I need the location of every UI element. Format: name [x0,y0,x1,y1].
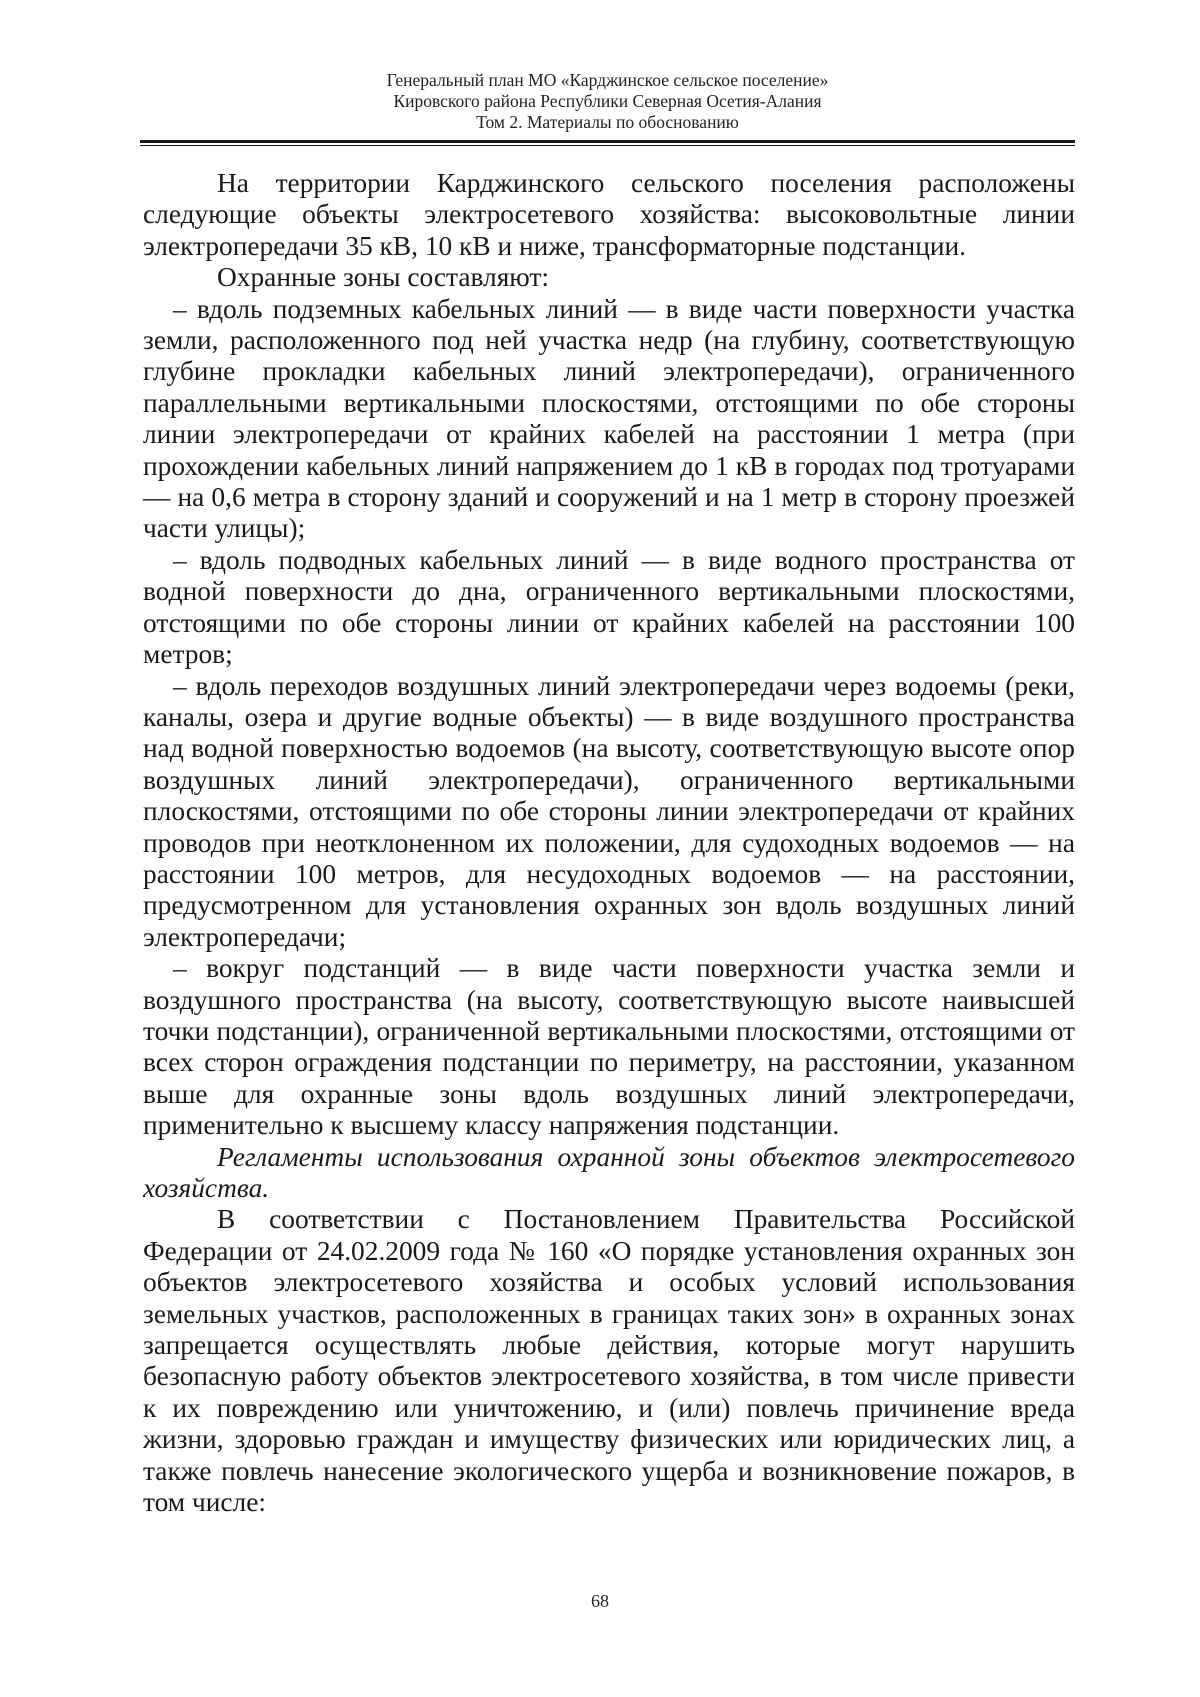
list-item-overhead-crossings: – вдоль переходов воздушных линий электропередачи через водоемы (реки, каналы, озера и другие водные объекты) — в виде воздушного пространства над водной поверхностью водоемов (на высоту, соответствующую высоте опор воздушных линий электропередачи), ограниченного вертикальными плоскостями, отстоящими по обе стороны линии электропередачи от крайних проводов при неотклоненном их положении, для судоходных водоемов — на расстоянии 100 метров, для несудоходных водоемов — на расстоянии, предусмотренном для установления охранных зон вдоль воздушных линий электропередачи; [143,670,1075,952]
section-heading-regulations: Регламенты использования охранной зоны объектов электросетевого хозяйства. [143,1141,1075,1203]
body-text [143,168,1075,1518]
header-line-1: Генеральный план МО «Карджинское сельское поселение» [386,70,829,90]
list-item-underground-cables: – вдоль подземных кабельных линий — в виде части поверхности участка земли, расположенного под ней участка недр (на глубину, соответствующую глубине прокладки кабельных линий электропередачи), ограниченного параллельными вертикальными плоскостями, отстоящими по обе стороны линии электропередачи от крайних кабелей на расстоянии 1 метра (при прохождении кабельных линий напряжением до 1 кВ в городах под тротуарами — на 0,6 метра в сторону зданий и сооружений и на 1 метр в сторону проезжей части улицы); [143,293,1075,544]
page-number: 68 [591,1591,609,1611]
header-rule-thick [140,140,1075,143]
paragraph-zones-heading: Охранные зоны составляют: [217,262,549,293]
list-item-underwater-cables: – вдоль подводных кабельных линий — в виде водного пространства от водной поверхности до дна, ограниченного вертикальными плоскостями, отстоящими по обе стороны линии от крайних кабелей на расстоянии 100 метров; [143,544,1075,670]
header-line-3: Том 2. Материалы по обоснованию [476,112,739,132]
paragraph-regulation: В соответствии с Постановлением Правительства Российской Федерации от 24.02.2009 года № 160 «О порядке установления охранных зон объектов электросетевого хозяйства и особых условий использования земельных участков, расположенных в границах таких зон» в охранных зонах запрещается осуществлять любые действия, которые могут нарушить безопасную работу объектов электросетевого хозяйства, в том числе привести к их повреждению или уничтожению, и (или) повлечь причинение вреда жизни, здоровью граждан и имуществу физических или юридических лиц, а также повлечь нанесение экологического ущерба и возникновение пожаров, в том числе: [143,1204,1075,1518]
running-header [140,70,1075,133]
header-line-2: Кировского района Республики Северная Осетия-Алания [393,91,822,111]
list-item-substations: – вокруг подстанций — в виде части поверхности участка земли и воздушного пространства (на высоту, соответствующую высоте наивысшей точки подстанции), ограниченной вертикальными плоскостями, отстоящими от всех сторон ограждения подстанции по периметру, на расстоянии, указанном выше для охранные зоны вдоль воздушных линий электропередачи, применительно к высшему классу напряжения подстанции. [143,953,1075,1141]
paragraph-intro: На территории Карджинского сельского поселения расположены следующие объекты электросетевого хозяйства: высоковольтные линии электропередачи 35 кВ, 10 кВ и ниже, трансформаторные подстанции. [143,168,1075,261]
header-rule-thin [140,145,1075,146]
